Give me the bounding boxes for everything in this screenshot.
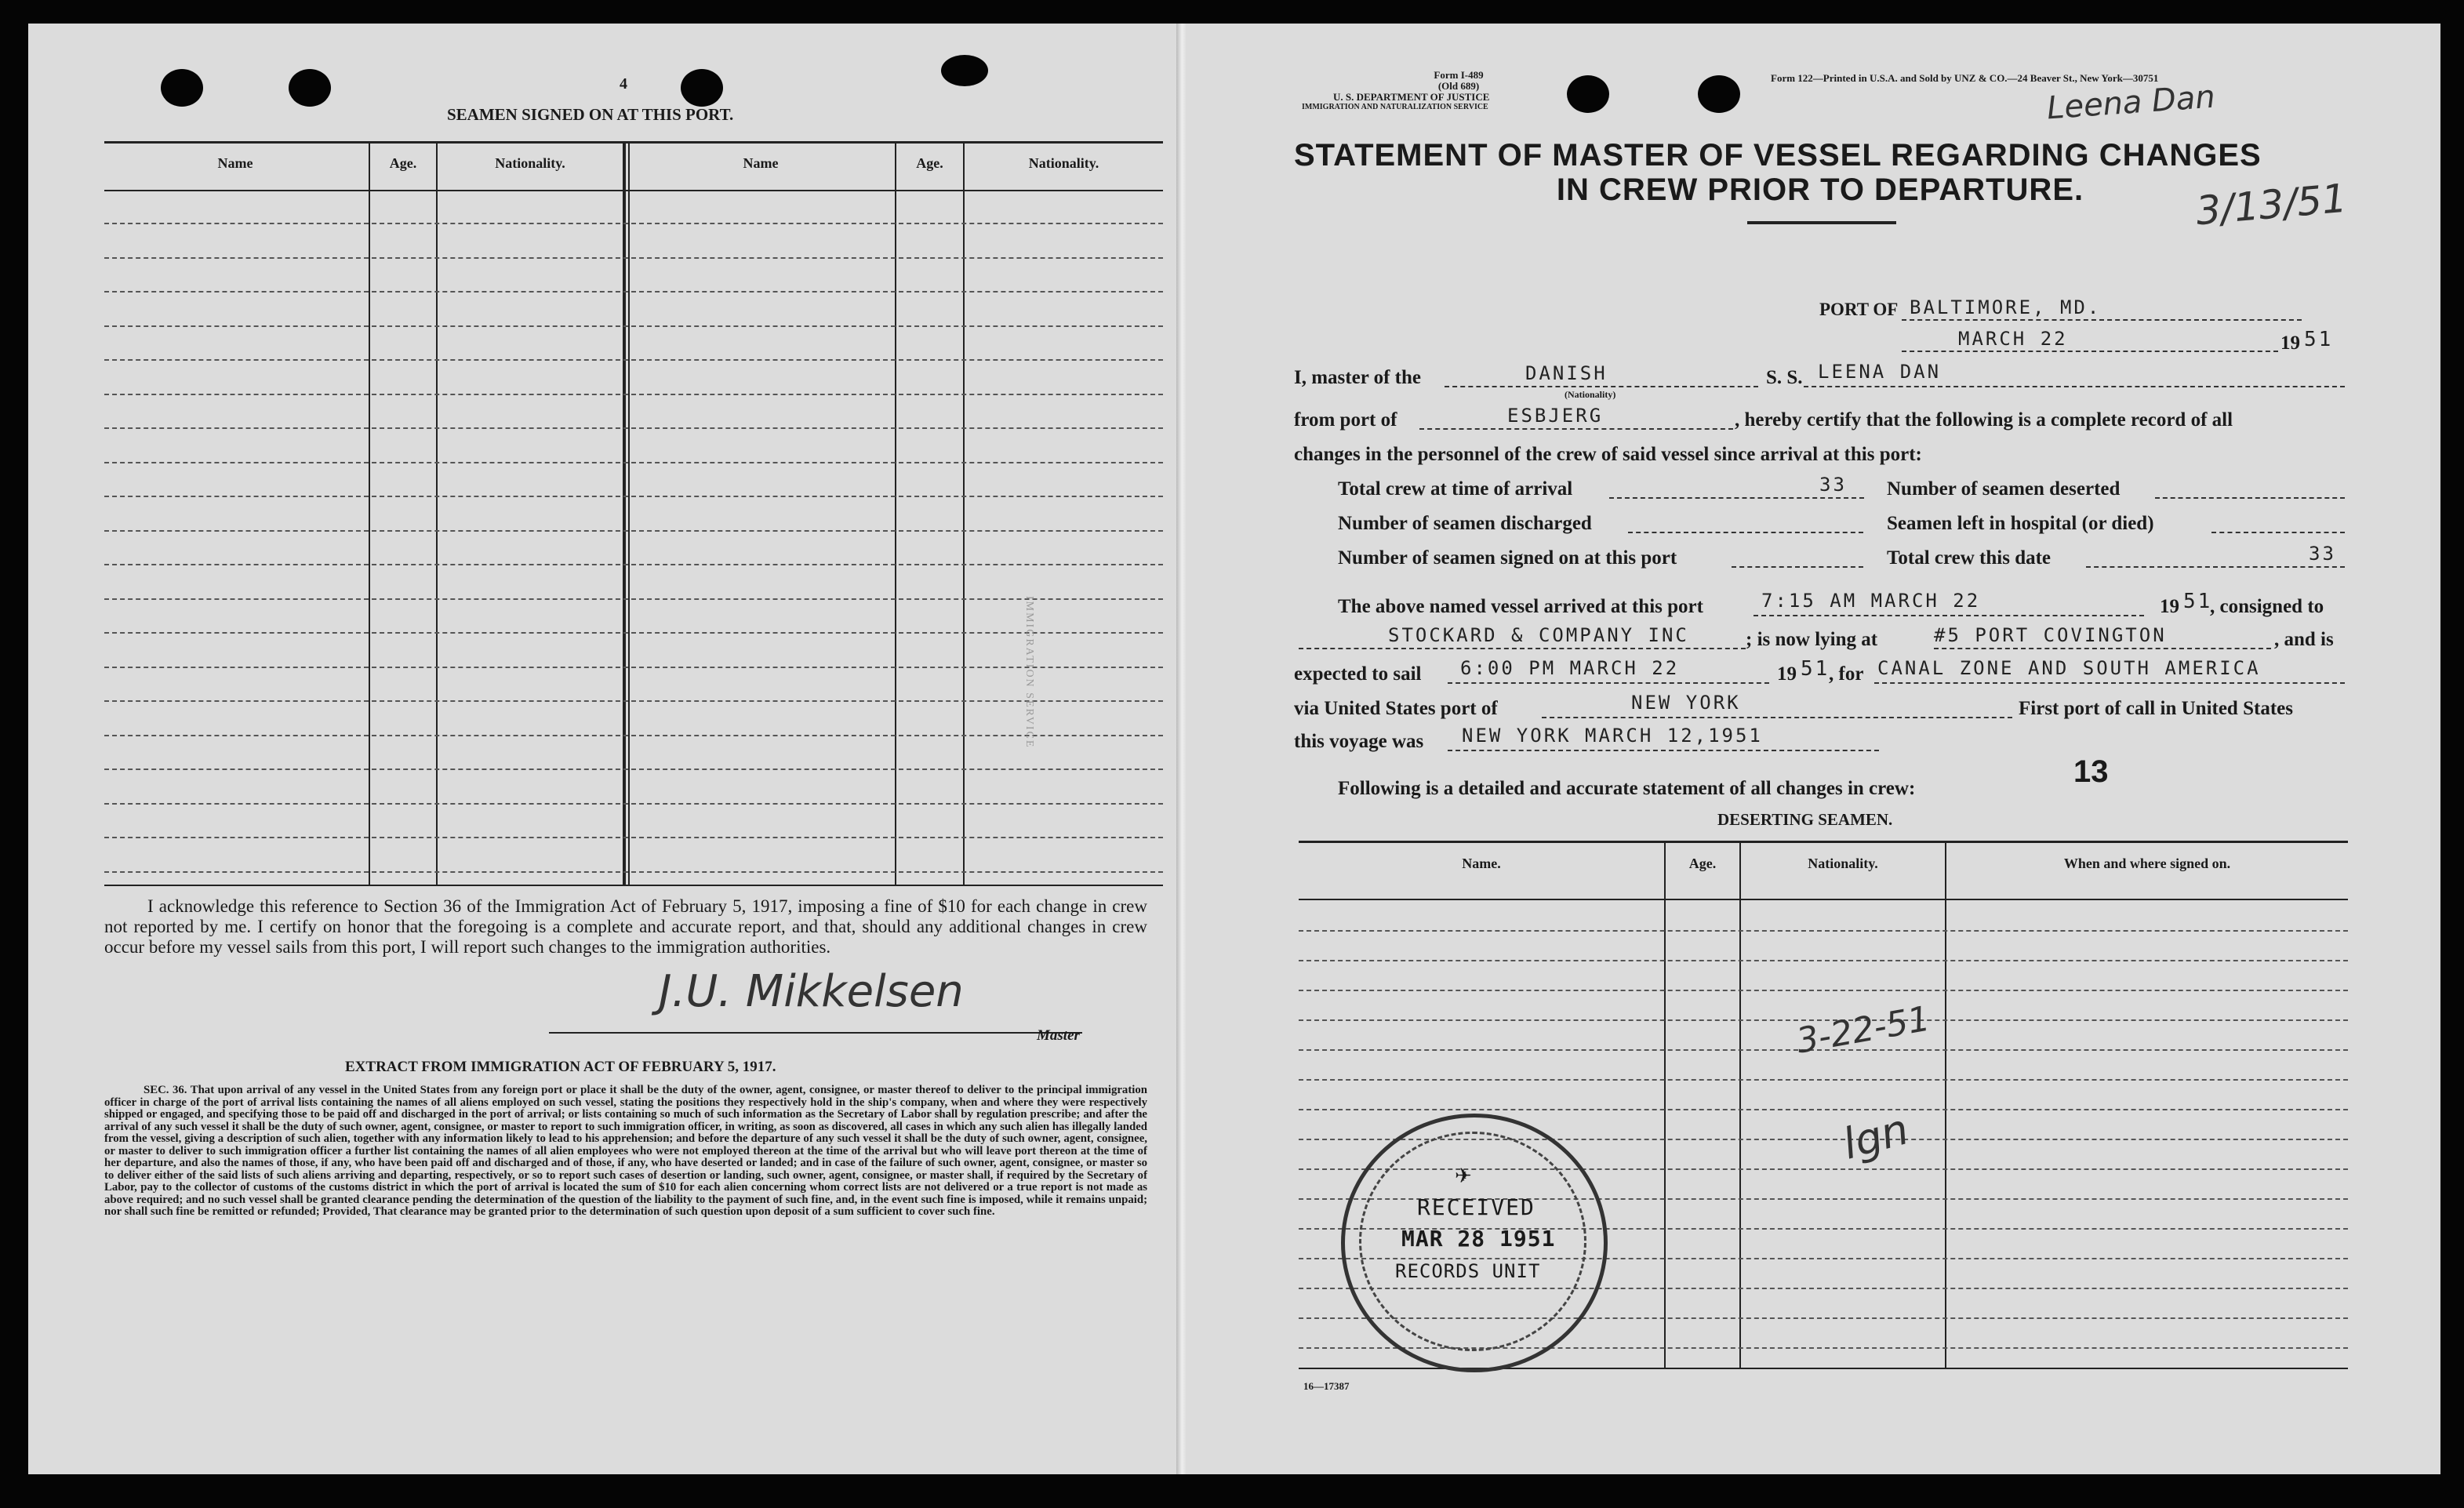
ss-label: S. S. bbox=[1766, 367, 1803, 388]
extract-title: EXTRACT FROM IMMIGRATION ACT OF FEBRUARY 5, 1917. bbox=[345, 1059, 776, 1075]
table-row bbox=[104, 837, 1163, 838]
col-header-name: Name bbox=[743, 155, 779, 171]
first-port-label: First port of call in United States bbox=[2019, 698, 2293, 719]
department-name: U. S. DEPARTMENT OF JUSTICE bbox=[1333, 91, 1490, 103]
stamp-plane-icon: ✈ bbox=[1455, 1165, 1472, 1187]
certify-text: , hereby certify that the following is a complete record of all bbox=[1735, 409, 2233, 431]
col-header-age: Age. bbox=[916, 155, 943, 171]
table-row bbox=[104, 871, 1163, 873]
year-value: 51 bbox=[2304, 328, 2334, 351]
col-header-age: Age. bbox=[389, 155, 417, 171]
stamp-unit: RECORDS UNIT bbox=[1395, 1260, 1541, 1282]
col-divider bbox=[436, 141, 438, 885]
nationality-value: DANISH bbox=[1525, 362, 1608, 384]
handwritten-date: 3/13/51 bbox=[2193, 175, 2349, 234]
signature-line bbox=[549, 1032, 1082, 1034]
handwritten-initials: lgn bbox=[1837, 1104, 1914, 1169]
col-header-nationality: Nationality. bbox=[495, 155, 565, 171]
port-label: PORT OF bbox=[1819, 300, 1899, 319]
consignee-value: STOCKARD & COMPANY INC bbox=[1388, 624, 1689, 646]
signed-on-label: Number of seamen signed on at this port bbox=[1338, 547, 1677, 569]
extract-text: SEC. 36. That upon arrival of any vessel in the United States from any foreign port or place it shall be the duty of the owner, agent, consignee, or master thereof to deliver to the principal immigration officer in charge of the port of arrival lists containing the names of all aliens employed on such vessel, stating the positions they respectively hold in the ship's company, when and where they were respectively shipped or engaged, and specifying those to be paid off and discharged in the port of arrival; or lists containing so much of such information as the Secretary of Labor shall by regulation prescribe; and after the arrival of any such vessel it shall be the duty of such owner, agent, consignee, or master to report to such immigration officer, in writing, as soon as discovered, all cases in which any such alien has illegally landed from the vessel, giving a description of such alien, together with any information likely to lead to his apprehension; and before the departure of any such vessel it shall be the duty of such owner, agent, consignee, or master to deliver to such immigration officer a further list containing the names of all alien employees who were not employed thereon at the time of the arrival but who will leave port thereon at the time of her departure, and also the names of those, if any, who have been paid off and discharged and of those, if any, who have deserted or landed; and in case of the failure of such owner, agent, consignee, or master so to deliver either of the said lists of such aliens arriving and departing, respectively, or so to report such cases of desertion or landing, such owner, agent, consignee, or master shall, if required by the Secretary of Labor, pay to the collector of customs of the customs district in which the port of arrival is located the sum of $10 for each alien concerning whom correct lists are not delivered or a true report is not made as above required; and no such vessel shall be granted clearance pending the determination of the question of the liability to the payment of such fine, and, in the event such fine is imposed, while it remains unpaid; nor shall such fine be remitted or refunded; Provided, That clearance may be granted prior to the determination of such question upon deposit of a sum sufficient to cover such fine. bbox=[104, 1084, 1147, 1218]
table-row bbox=[104, 291, 1163, 293]
arrived-year-prefix: 19 bbox=[2160, 596, 2179, 617]
table-row bbox=[104, 359, 1163, 361]
table-row bbox=[104, 667, 1163, 668]
voyage-label: this voyage was bbox=[1294, 731, 1424, 752]
table-row bbox=[1299, 1109, 2348, 1110]
table-row bbox=[1299, 1079, 2348, 1081]
title-rule bbox=[1747, 221, 1896, 224]
date-value: MARCH 22 bbox=[1958, 328, 2068, 350]
form-title-line1: STATEMENT OF MASTER OF VESSEL REGARDING CHANGES bbox=[1294, 138, 2262, 173]
old-form-number: (Old 689) bbox=[1437, 80, 1480, 92]
total-crew-date-value: 33 bbox=[2309, 543, 2336, 565]
service-name: IMMIGRATION AND NATURALIZATION SERVICE bbox=[1302, 103, 1488, 111]
table-row bbox=[104, 700, 1163, 702]
stamped-number: 13 bbox=[2073, 754, 2109, 789]
expected-value: 6:00 PM MARCH 22 bbox=[1460, 657, 1680, 679]
acknowledgement-text: I acknowledge this reference to Section 36 of the Immigration Act of February 5, 1917, imposing a fine of $10 for each change in crew not reported by me. I certify on honor that the foregoing is a complete and accurate report, and that, should any additional changes in crew occur before my vessel sails from this port, I will report such changes to the immigration authorities. bbox=[104, 896, 1147, 957]
table-row bbox=[1299, 990, 2348, 991]
via-label: via United States port of bbox=[1294, 698, 1498, 719]
table-row bbox=[104, 564, 1163, 565]
arrived-year: 51 bbox=[2183, 590, 2213, 613]
table-row bbox=[104, 803, 1163, 805]
table-row bbox=[104, 427, 1163, 429]
col-divider bbox=[623, 141, 626, 885]
punch-hole bbox=[941, 55, 988, 86]
table-row bbox=[104, 223, 1163, 224]
table-top-rule bbox=[104, 141, 1163, 144]
faint-stamp: IMMIGRATION SERVICE bbox=[1023, 596, 1035, 749]
form-title-line2: IN CREW PRIOR TO DEPARTURE. bbox=[1556, 173, 2084, 207]
from-port-value: ESBJERG bbox=[1507, 405, 1604, 427]
master-signature: J.U. Mikkelsen bbox=[659, 966, 964, 1017]
seamen-deserted-label: Number of seamen deserted bbox=[1887, 478, 2121, 500]
expected-label: expected to sail bbox=[1294, 663, 1422, 685]
master-label: Master bbox=[1037, 1027, 1080, 1044]
total-crew-arrival-value: 33 bbox=[1819, 474, 1847, 496]
seamen-signed-heading: SEAMEN SIGNED ON AT THIS PORT. bbox=[447, 105, 734, 124]
col-header-signed-on: When and where signed on. bbox=[2063, 856, 2231, 871]
sail-year: 51 bbox=[1801, 657, 1830, 681]
total-crew-date-label: Total crew this date bbox=[1887, 547, 2052, 569]
table-row bbox=[104, 769, 1163, 770]
arrived-value: 7:15 AM MARCH 22 bbox=[1761, 590, 1981, 612]
via-value: NEW YORK bbox=[1631, 692, 1741, 714]
table-bottom-rule bbox=[104, 885, 1163, 886]
sail-year-prefix: 19 bbox=[1777, 663, 1797, 685]
handwritten-vessel: Leena Dan bbox=[2045, 78, 2217, 127]
total-crew-arrival-label: Total crew at time of arrival bbox=[1338, 478, 1573, 500]
hospital-label: Seamen left in hospital (or died) bbox=[1887, 513, 2154, 534]
table-row bbox=[1299, 960, 2348, 961]
right-table-header-rule bbox=[1299, 899, 2348, 900]
destination-value: CANAL ZONE AND SOUTH AMERICA bbox=[1877, 657, 2261, 679]
changes-text: changes in the personnel of the crew of said vessel since arrival at this port: bbox=[1294, 444, 1922, 465]
table-row bbox=[104, 632, 1163, 634]
table-row bbox=[104, 598, 1163, 600]
col-header-name: Name. bbox=[1462, 856, 1501, 871]
stamp-received: RECEIVED bbox=[1417, 1194, 1535, 1220]
arrived-label: The above named vessel arrived at this port bbox=[1338, 596, 1703, 617]
lying-value: #5 PORT COVINGTON bbox=[1934, 624, 2167, 646]
col-header-age: Age. bbox=[1688, 856, 1717, 871]
punch-hole bbox=[1698, 75, 1740, 113]
deserting-heading: DESERTING SEAMEN. bbox=[1717, 810, 1893, 829]
col-divider bbox=[895, 141, 896, 885]
received-stamp bbox=[1341, 1114, 1608, 1372]
following-text: Following is a detailed and accurate statement of all changes in crew: bbox=[1338, 778, 1916, 799]
for-label: , for bbox=[1829, 663, 1864, 685]
left-page bbox=[28, 24, 1181, 1474]
col-header-nationality: Nationality. bbox=[1808, 856, 1878, 871]
punch-hole bbox=[161, 69, 203, 107]
col-divider bbox=[369, 141, 370, 885]
consigned-label: , consigned to bbox=[2210, 596, 2324, 617]
table-row bbox=[1299, 930, 2348, 932]
page-number: 4 bbox=[620, 75, 627, 93]
col-header-nationality: Nationality. bbox=[1028, 155, 1099, 171]
table-row bbox=[104, 257, 1163, 259]
from-port-label: from port of bbox=[1294, 409, 1397, 431]
table-row bbox=[104, 496, 1163, 497]
punch-hole bbox=[1567, 75, 1609, 113]
right-table-top-rule bbox=[1299, 841, 2348, 843]
nationality-caption: (Nationality) bbox=[1565, 389, 1616, 400]
year-prefix: 19 bbox=[2280, 332, 2300, 354]
table-row bbox=[104, 530, 1163, 532]
form-number: Form I-489 bbox=[1434, 69, 1484, 81]
stamp-date: MAR 28 1951 bbox=[1401, 1226, 1556, 1252]
master-of-label: I, master of the bbox=[1294, 367, 1421, 388]
table-header-rule bbox=[104, 190, 1163, 191]
and-is-text: , and is bbox=[2274, 629, 2334, 650]
footer-code: 16—17387 bbox=[1303, 1380, 1350, 1392]
punch-hole bbox=[289, 69, 331, 107]
table-row bbox=[104, 394, 1163, 395]
vessel-value: LEENA DAN bbox=[1818, 361, 1942, 383]
printer-note: Form 122—Printed in U.S.A. and Sold by UNZ & CO.—24 Beaver St., New York—30751 bbox=[1771, 72, 2159, 84]
table-row bbox=[104, 325, 1163, 327]
table-row bbox=[104, 735, 1163, 736]
voyage-value: NEW YORK MARCH 12,1951 bbox=[1462, 725, 1763, 747]
seamen-discharged-label: Number of seamen discharged bbox=[1338, 513, 1592, 534]
col-header-name: Name bbox=[217, 155, 253, 171]
port-value: BALTIMORE, MD. bbox=[1910, 296, 2102, 318]
table-row bbox=[104, 462, 1163, 463]
handwritten-note-date: 3-22-51 bbox=[1793, 998, 1933, 1062]
col-divider bbox=[628, 141, 630, 885]
punch-hole bbox=[681, 69, 723, 107]
lying-label: ; is now lying at bbox=[1746, 629, 1878, 650]
col-divider bbox=[963, 141, 965, 885]
